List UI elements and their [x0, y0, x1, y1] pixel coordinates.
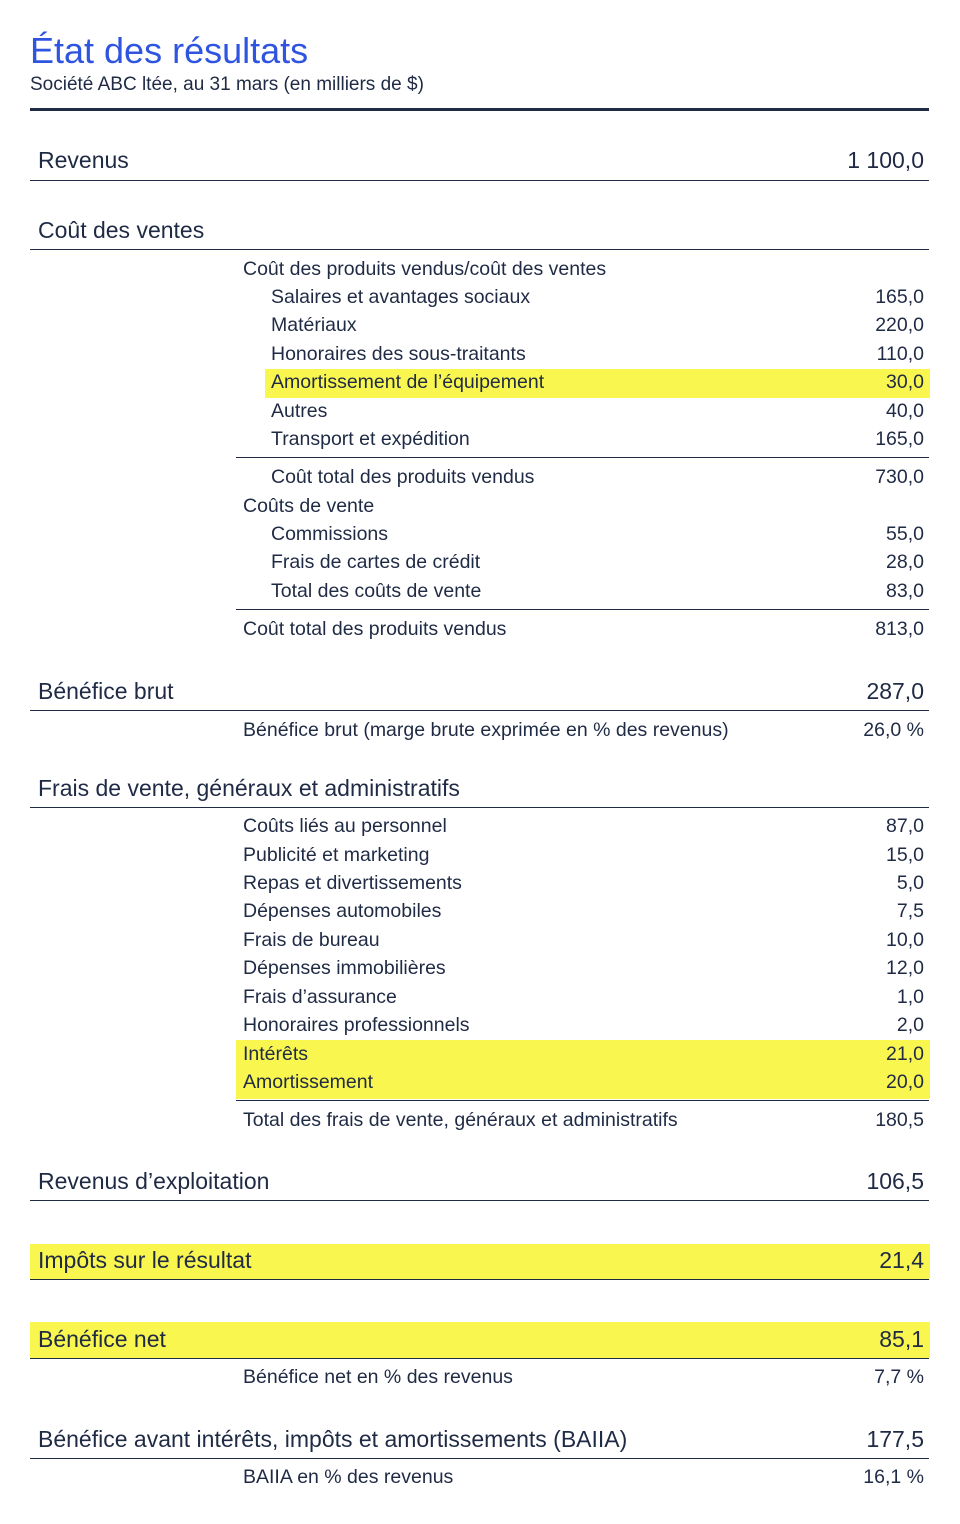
cpv-total-value: 730,0: [875, 466, 924, 488]
cout-total-value: 813,0: [875, 618, 924, 640]
list-item-value: 55,0: [886, 523, 924, 545]
list-item-value: 220,0: [875, 314, 924, 336]
cout-des-ventes-divider: [30, 249, 929, 250]
benefice-net-pct-label: Bénéfice net en % des revenus: [243, 1366, 513, 1388]
list-item-value: 40,0: [886, 400, 924, 422]
list-item-value: 12,0: [886, 957, 924, 979]
cout-des-ventes-label: Coût des ventes: [38, 217, 205, 243]
list-item-value: 1,0: [896, 986, 924, 1008]
frais-vga-label: Frais de vente, généraux et administratifs: [38, 775, 460, 801]
list-item-value: 21,0: [886, 1043, 924, 1065]
page-title: État des résultats: [30, 30, 309, 71]
list-item: Commissions: [271, 523, 389, 545]
list-item-value: 15,0: [886, 844, 924, 866]
list-item: Dépenses automobiles: [243, 900, 442, 922]
list-item-value: 2,0: [896, 1014, 924, 1036]
benefice-brut-pct-value: 26,0 %: [863, 719, 924, 741]
list-item: Honoraires professionnels: [243, 1014, 470, 1036]
frais-vga-total-label: Total des frais de vente, généraux et administratifs: [243, 1109, 678, 1131]
list-item: Publicité et marketing: [243, 844, 430, 866]
header-divider: [30, 108, 929, 111]
revenus-divider: [30, 180, 929, 181]
frais-vga-total-value: 180,5: [875, 1109, 924, 1131]
list-item: Honoraires des sous-traitants: [271, 343, 526, 365]
revenus-exploitation-divider: [30, 1200, 929, 1201]
list-item-value: 87,0: [886, 815, 924, 837]
list-item: Coûts liés au personnel: [243, 815, 447, 837]
list-item: Frais de bureau: [243, 929, 380, 951]
list-item: Intérêts: [243, 1043, 309, 1065]
revenus-exploitation-label: Revenus d’exploitation: [38, 1168, 270, 1194]
cout-total-divider: [236, 609, 929, 610]
impots-divider: [30, 1279, 929, 1280]
revenus-value: 1 100,0: [847, 147, 924, 173]
list-item: Total des coûts de vente: [271, 580, 482, 602]
list-item: Amortissement de l’équipement: [271, 371, 545, 393]
benefice-brut-pct-label: Bénéfice brut (marge brute exprimée en % des revenus): [243, 719, 729, 741]
baiia-pct-value: 16,1 %: [863, 1466, 924, 1488]
list-item-value: 7,5: [896, 900, 924, 922]
cpv-heading: Coût des produits vendus/coût des ventes: [243, 258, 607, 280]
baiia-pct-label: BAIIA en % des revenus: [243, 1466, 454, 1488]
cpv-subtotal-divider: [236, 457, 929, 458]
list-item: Autres: [271, 400, 328, 422]
list-item-value: 83,0: [886, 580, 924, 602]
cpv-total-label: Coût total des produits vendus: [271, 466, 535, 488]
frais-vga-total-divider: [236, 1100, 929, 1101]
list-item-value: 110,0: [876, 343, 924, 365]
list-item: Transport et expédition: [271, 428, 470, 450]
frais-vga-divider: [30, 807, 929, 808]
revenus-exploitation-value: 106,5: [866, 1168, 924, 1194]
baiia-divider: [30, 1458, 929, 1459]
list-item-value: 165,0: [875, 428, 924, 450]
impots-value: 21,4: [879, 1247, 924, 1273]
list-item-value: 20,0: [886, 1071, 924, 1093]
list-item-value: 165,0: [875, 286, 924, 308]
impots-label: Impôts sur le résultat: [38, 1247, 252, 1273]
list-item: Frais d’assurance: [243, 986, 397, 1008]
benefice-brut-value: 287,0: [866, 678, 924, 704]
benefice-net-value: 85,1: [879, 1326, 924, 1352]
revenus-label: Revenus: [38, 147, 129, 173]
benefice-brut-label: Bénéfice brut: [38, 678, 174, 704]
list-item-value: 10,0: [886, 929, 924, 951]
baiia-value: 177,5: [866, 1426, 924, 1452]
list-item-value: 28,0: [886, 551, 924, 573]
benefice-net-divider: [30, 1358, 929, 1359]
list-item: Matériaux: [271, 314, 357, 336]
couts-vente-heading: Coûts de vente: [243, 495, 375, 517]
list-item: Dépenses immobilières: [243, 957, 446, 979]
list-item: Frais de cartes de crédit: [271, 551, 481, 573]
list-item-value: 30,0: [886, 371, 924, 393]
list-item: Amortissement: [243, 1071, 374, 1093]
list-item: Repas et divertissements: [243, 872, 462, 894]
benefice-brut-divider: [30, 710, 929, 711]
list-item: Salaires et avantages sociaux: [271, 286, 531, 308]
list-item-value: 5,0: [896, 872, 924, 894]
baiia-label: Bénéfice avant intérêts, impôts et amortissements (BAIIA): [38, 1426, 628, 1452]
page-subtitle: Société ABC ltée, au 31 mars (en milliers de $): [30, 74, 424, 95]
benefice-net-pct-value: 7,7 %: [874, 1366, 924, 1388]
cout-total-label: Coût total des produits vendus: [243, 618, 507, 640]
benefice-net-label: Bénéfice net: [38, 1326, 166, 1352]
